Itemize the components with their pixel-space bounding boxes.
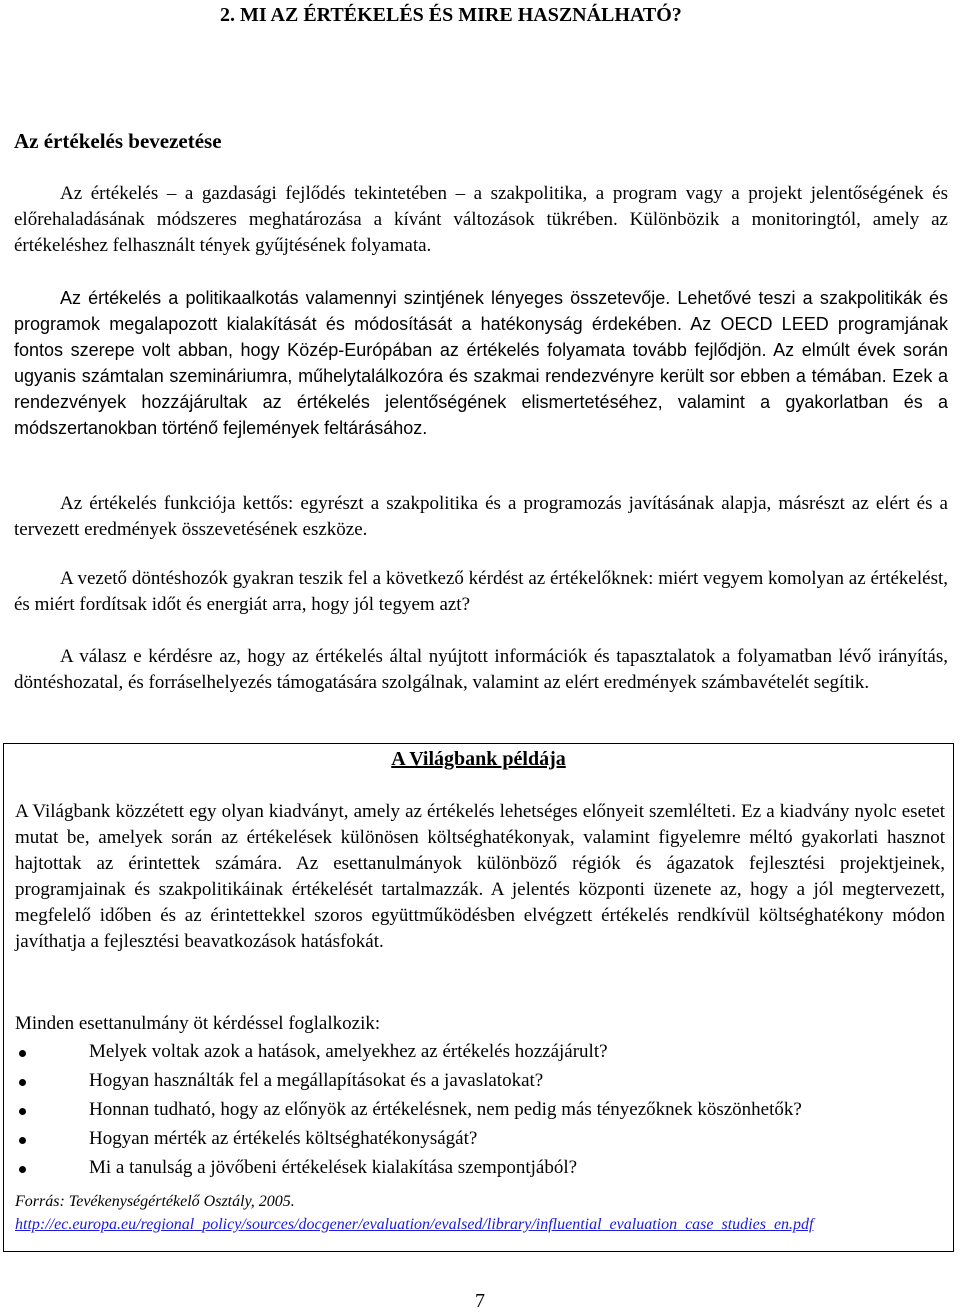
box-title: A Világbank példája xyxy=(391,748,566,770)
list-item: Hogyan használták fel a megállapításokat és a javaslatokat? xyxy=(15,1068,802,1097)
bullet-icon xyxy=(19,1079,26,1086)
list-item: Honnan tudható, hogy az előnyök az értékelésnek, nem pedig más tényezőknek köszönhetők? xyxy=(15,1097,802,1126)
subsection-heading: Az értékelés bevezetése xyxy=(14,129,222,153)
source-citation: Forrás: Tevékenységértékelő Osztály, 2005. xyxy=(15,1193,295,1210)
paragraph-function: Az értékelés funkciója kettős: egyrészt a szakpolitika és a programozás javításának alapja, másrészt az elért és a tervezett eredmények összevetésének eszköze. xyxy=(14,493,948,540)
source-link[interactable]: http://ec.europa.eu/regional_policy/sources/docgener/evaluation/evalsed/library/influential_evaluation_case_studies_en.pdf xyxy=(15,1216,814,1233)
paragraph-policy: Az értékelés a politikaalkotás valamennyi szintjének lényeges összetevője. Lehetővé teszi a szakpolitikák és programok megalapozott kialakítását és módosítását a hatékonyság érdekében. Az OECD LEED programjának fontos szerepe volt abban, hogy Közép-Európában az értékelés folyamata tovább fejlődjön. Az elmúlt évek során ugyanis számtalan szemináriumra, műhelytalálkozóra és szakmai rendezvényre került sor ebben a témában. Ezek a rendezvények hozzájárultak az értékelés jelentőségének elismertetéséhez, valamint a gyakorlatban és a módszertanokban történő fejlemények feltárásához. xyxy=(14,288,948,438)
box-paragraph: A Világbank közzétett egy olyan kiadványt, amely az értékelés lehetséges előnyeit szemlélteti. Ez a kiadvány nyolc esetet mutat be, amelyek során az értékelések különösen költséghatékonyak, valamint figyelemre méltó gyakorlati hasznot hajtottak az érintettek számára. Az esettanulmányok különböző régiók és ágazatok fejlesztési projektjeinek, programjainak és szakpolitikáinak értékelését tartalmazzák. A jelentés központi üzenete az, hogy a jól megtervezett, megfelelő időben és az érintettekkel szoros együttműködésben elvégzett értékelés rendkívül költséghatékony módon javíthatja a fejlesztési beavatkozások hatásfokát. xyxy=(15,801,945,952)
box-list-intro: Minden esettanulmány öt kérdéssel foglalkozik: xyxy=(15,1013,381,1034)
paragraph-question: A vezető döntéshozók gyakran teszik fel a következő kérdést az értékelőknek: miért vegyem komolyan az értékelést, és miért fordítsak időt és energiát arra, hogy jól tegyem azt? xyxy=(14,568,948,615)
section-heading: 2. MI AZ ÉRTÉKELÉS ÉS MIRE HASZNÁLHATÓ? xyxy=(220,4,682,26)
list-item: Mi a tanulság a jövőbeni értékelések kialakítása szempontjából? xyxy=(15,1155,802,1184)
question-list xyxy=(15,1039,802,1184)
page-number: 7 xyxy=(475,1290,485,1312)
list-item: Melyek voltak azok a hatások, amelyekhez az értékelés hozzájárult? xyxy=(15,1039,802,1068)
bullet-icon xyxy=(19,1108,26,1115)
paragraph-definition: Az értékelés – a gazdasági fejlődés tekintetében – a szakpolitika, a program vagy a projekt jelentőségének és előrehaladásának módszeres meghatározása a kívánt változások tükrében. Különbözik a monitoringtól, amely az értékeléshez felhasznált tények gyűjtésének folyamata. xyxy=(14,183,948,256)
bullet-icon xyxy=(19,1050,26,1057)
bullet-icon xyxy=(19,1137,26,1144)
world-bank-example-box xyxy=(3,743,954,1252)
list-item: Hogyan mérték az értékelés költséghatékonyságát? xyxy=(15,1126,802,1155)
paragraph-answer: A válasz e kérdésre az, hogy az értékelés által nyújtott információk és tapasztalatok a folyamatban lévő irányítás, döntéshozatal, és forráselhelyezés támogatására szolgálnak, valamint az elért eredmények számbavételét segítik. xyxy=(14,646,948,693)
bullet-icon xyxy=(19,1166,26,1173)
